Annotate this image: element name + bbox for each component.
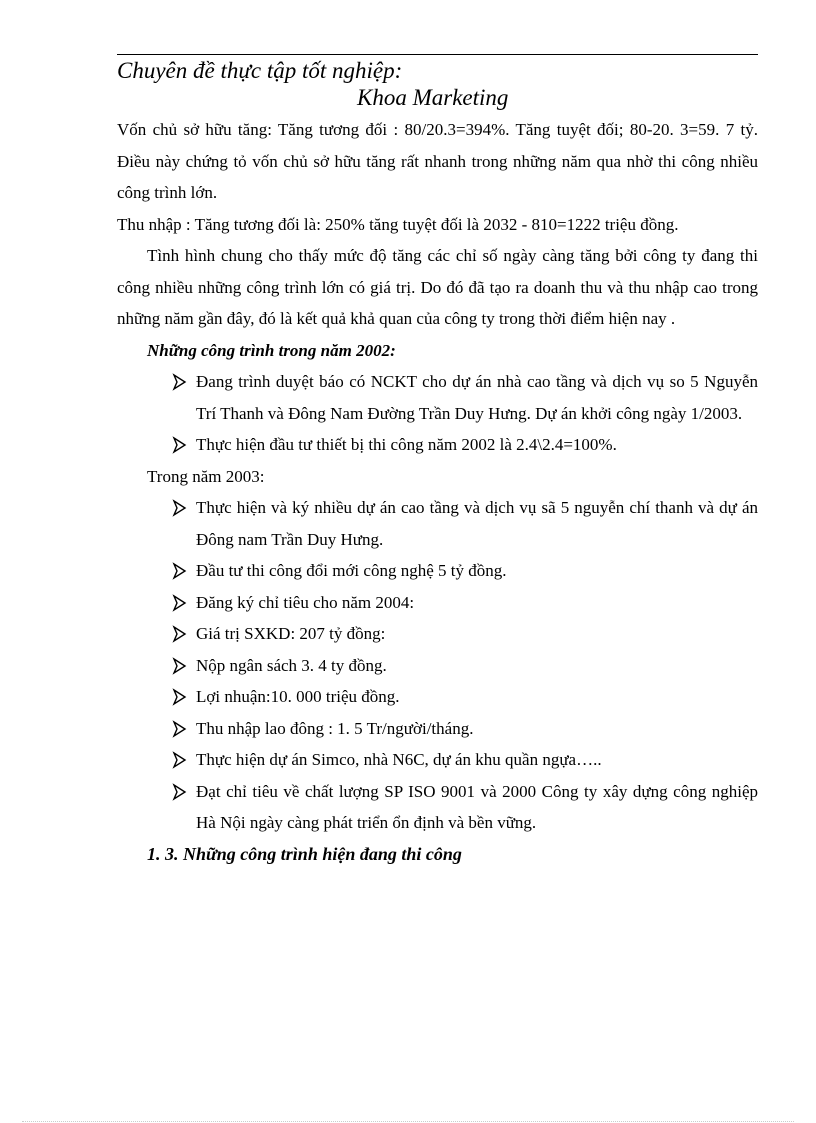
list-item-text: Đạt chỉ tiêu về chất lượng SP ISO 9001 và 2000 Công ty xây dựng công nghiệp Hà Nội ngày càng phát triển ổn định và bền vững. [196, 781, 758, 832]
list-item-text: Nộp ngân sách 3. 4 ty đồng. [196, 655, 387, 675]
list-item [172, 555, 758, 587]
projects-2002-list [117, 366, 758, 461]
list-item [172, 618, 758, 650]
header-title: Chuyên đề thực tập tốt nghiệp: [117, 58, 403, 83]
list-item [172, 587, 758, 619]
list-item [172, 713, 758, 745]
page-bottom-rule [22, 1121, 794, 1122]
list-item-text: Đang trình duyệt báo có NCKT cho dự án nhà cao tầng và dịch vụ so 5 Nguyễn Trí Thanh và Đông Nam Đường Trần Duy Hưng. Dự án khởi công ngày 1/2003. [196, 372, 758, 423]
arrow-bullet-icon [172, 744, 188, 775]
list-item-text: Thực hiện và ký nhiều dự án cao tầng và dịch vụ sã 5 nguyễn chí thanh và dự án Đông nam Trần Duy Hưng. [196, 498, 758, 549]
list-item [172, 650, 758, 682]
list-item-text: Thu nhập lao đông : 1. 5 Tr/người/tháng. [196, 718, 474, 738]
arrow-bullet-icon [172, 492, 188, 523]
list-item [172, 776, 758, 839]
arrow-bullet-icon [172, 429, 188, 460]
projects-2003-list [117, 492, 758, 839]
list-item [172, 681, 758, 713]
list-item [172, 366, 758, 429]
arrow-bullet-icon [172, 555, 188, 586]
document-body [117, 114, 758, 870]
arrow-bullet-icon [172, 366, 188, 397]
arrow-bullet-icon [172, 650, 188, 681]
header-department: Khoa Marketing [357, 85, 509, 110]
arrow-bullet-icon [172, 776, 188, 807]
header-rule [117, 54, 758, 55]
arrow-bullet-icon [172, 681, 188, 712]
summary-paragraph: Tình hình chung cho thấy mức độ tăng các chỉ số ngày càng tăng bởi công ty đang thi công nhiều những công trình lớn có giá trị. Do đó đã tạo ra doanh thu và thu nhập cao trong những năm gần đây, đó là kết quả khả quan của công ty trong thời điểm hiện nay . [117, 246, 758, 328]
projects-2003-heading: Trong năm 2003: [147, 466, 265, 486]
list-item-text: Lợi nhuận:10. 000 triệu đồng. [196, 687, 400, 706]
list-item [172, 429, 758, 461]
equity-paragraph: Vốn chủ sở hữu tăng: Tăng tương đối : 80/20.3=394%. Tăng tuyệt đối; 80-20. 3=59. 7 tỷ. Điều này chứng tỏ vốn chủ sở hữu tăng rất nhanh trong những năm qua nhờ thi công nhiều công trình lớn. [117, 120, 758, 202]
list-item [172, 492, 758, 555]
income-paragraph: Thu nhập : Tăng tương đối là: 250% tăng tuyệt đối là 2032 - 810=1222 triệu đồng. [117, 214, 679, 234]
list-item-text: Đăng ký chỉ tiêu cho năm 2004: [196, 592, 415, 612]
list-item-text: Thực hiện đầu tư thiết bị thi công năm 2002 là 2.4\2.4=100%. [196, 435, 617, 454]
arrow-bullet-icon [172, 587, 188, 618]
list-item-text: Đầu tư thi công đổi mới công nghệ 5 tỷ đồng. [196, 561, 507, 580]
section-heading: 1. 3. Những công trình hiện đang thi công [147, 843, 462, 864]
arrow-bullet-icon [172, 713, 188, 744]
arrow-bullet-icon [172, 618, 188, 649]
list-item [172, 744, 758, 776]
projects-2002-heading: Những công trình trong năm 2002: [147, 340, 396, 360]
list-item-text: Thực hiện dự án Simco, nhà N6C, dự án khu quần ngựa….. [196, 750, 602, 769]
list-item-text: Giá trị SXKD: 207 tỷ đồng: [196, 624, 386, 643]
